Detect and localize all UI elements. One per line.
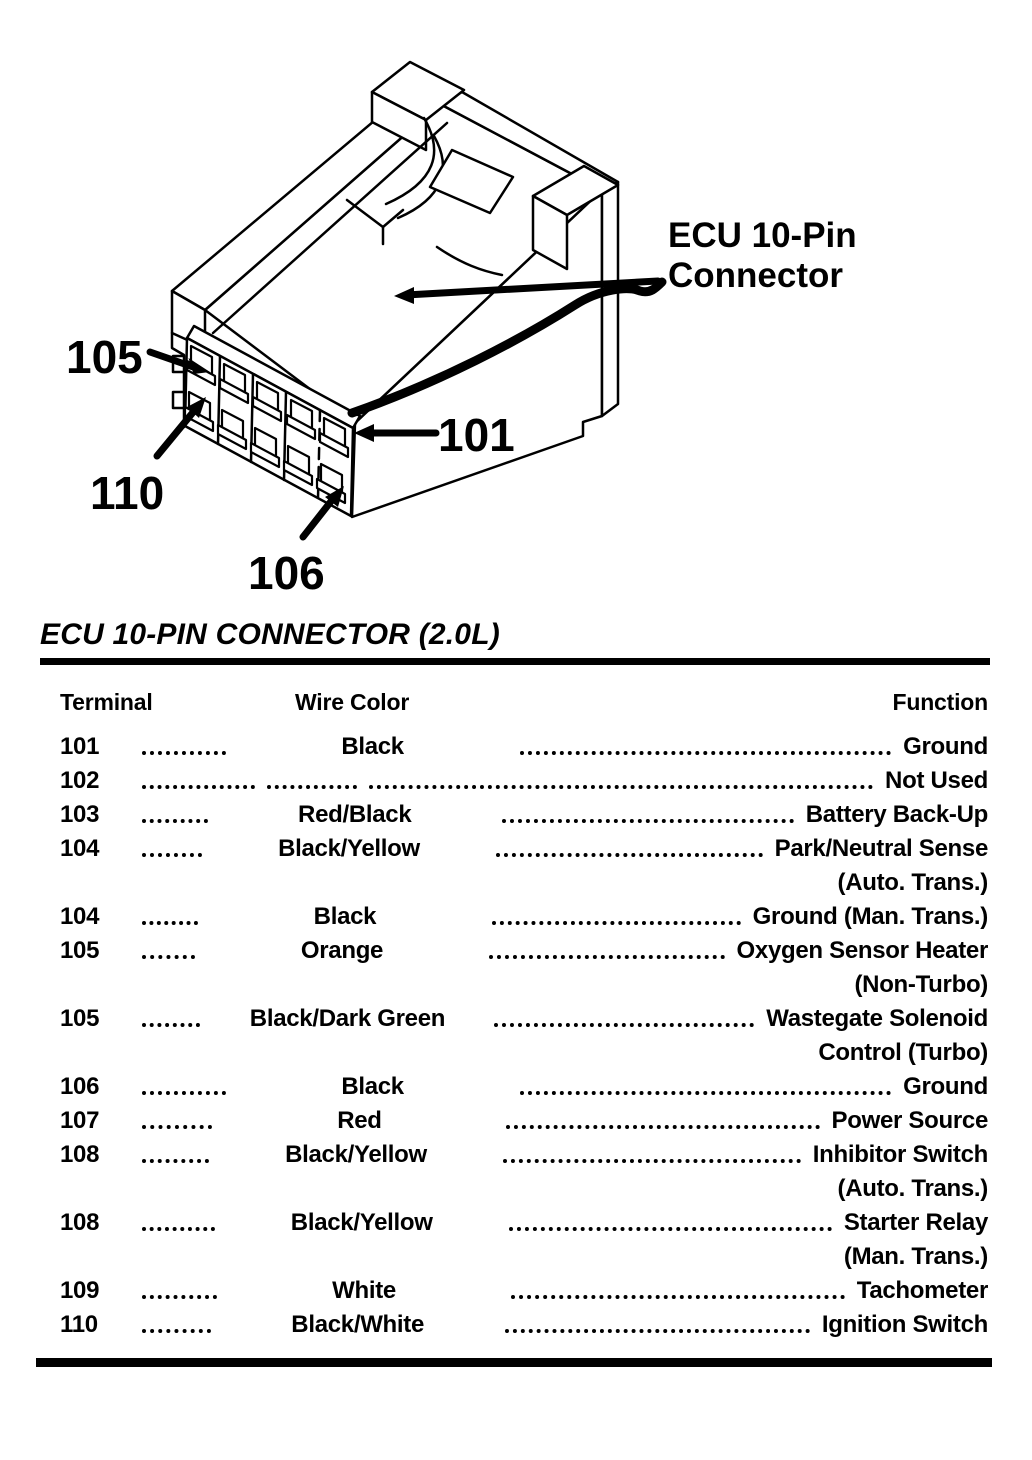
dotted-leader [496, 853, 763, 857]
terminal-cell: 108 [60, 1209, 100, 1236]
function-cell: Starter Relay [843, 1209, 988, 1236]
dotted-leader [503, 1159, 801, 1163]
dotted-leader [142, 1125, 212, 1129]
function-cell: Ignition Switch [821, 1311, 988, 1338]
wire-color-cell: Black/Yellow [278, 835, 420, 862]
dotted-leader [492, 921, 741, 925]
terminal-cell: 105 [60, 1005, 100, 1032]
function-cell: Ground [903, 1073, 988, 1100]
dotted-leader [142, 1091, 226, 1095]
function-cell: Ground (Man. Trans.) [752, 903, 988, 930]
connector-caption-line1: ECU 10-Pin [668, 216, 857, 255]
section-title: ECU 10-PIN CONNECTOR (2.0L) [40, 618, 500, 651]
terminal-cell: 106 [60, 1073, 100, 1100]
table-row [60, 1308, 988, 1342]
dotted-leader [520, 751, 892, 755]
table-row [60, 798, 988, 832]
header-terminal: Terminal [60, 689, 153, 715]
wire-color-cell: Black/White [291, 1311, 425, 1338]
terminal-cell: 104 [60, 903, 100, 930]
pinout-section [0, 618, 1032, 1367]
wire-color-cell: Black/Dark Green [249, 1005, 446, 1032]
bottom-rule [36, 1358, 992, 1367]
dotted-leader [494, 1023, 754, 1027]
dotted-leader [369, 785, 873, 789]
dotted-leader [509, 1227, 832, 1231]
dotted-leader [506, 1125, 819, 1129]
table-row [60, 934, 988, 968]
dotted-leader [511, 1295, 845, 1299]
dotted-leader [505, 1329, 810, 1333]
table-row-continuation [60, 1172, 988, 1206]
function-cell-line2: (Auto. Trans.) [837, 869, 988, 896]
function-cell: Wastegate Solenoid [766, 1005, 988, 1032]
table-row-continuation [60, 1240, 988, 1274]
dotted-leader [142, 1295, 217, 1299]
title-rule [40, 658, 990, 665]
wire-color-cell: Red [337, 1107, 382, 1134]
function-cell: Tachometer [856, 1277, 988, 1304]
function-cell: Inhibitor Switch [812, 1141, 988, 1168]
dotted-leader [142, 1159, 209, 1163]
terminal-cell: 109 [60, 1277, 100, 1304]
function-cell-line2: Control (Turbo) [818, 1039, 988, 1066]
dotted-leader [142, 1329, 211, 1333]
wire-color-cell: Red/Black [298, 801, 412, 828]
dotted-leader [142, 1023, 200, 1027]
dotted-leader [502, 819, 794, 823]
wire-color-cell: Black [341, 733, 404, 760]
table-row [60, 1104, 988, 1138]
table-row-continuation [60, 866, 988, 900]
pin-label-105: 105 [66, 331, 143, 383]
pin-label-110: 110 [90, 467, 165, 519]
table-row [60, 1002, 988, 1036]
wire-color-cell: Black [341, 1073, 404, 1100]
terminal-cell: 107 [60, 1107, 100, 1134]
dotted-leader [142, 1227, 215, 1231]
pin-label-106: 106 [248, 547, 325, 599]
pinout-table-body [60, 730, 988, 1342]
function-cell: Ground [903, 733, 988, 760]
table-row [60, 1206, 988, 1240]
connector-caption-line2: Connector [668, 256, 843, 295]
dotted-leader [142, 853, 202, 857]
wire-color-cell: Black [313, 903, 377, 930]
dotted-leader [142, 785, 255, 789]
table-header-row [60, 689, 988, 716]
wire-color-cell: Orange [300, 937, 384, 964]
table-row [60, 900, 988, 934]
function-cell-line2: (Auto. Trans.) [837, 1175, 988, 1202]
table-row [60, 1070, 988, 1104]
function-cell: Not Used [885, 767, 988, 794]
dotted-leader [142, 921, 198, 925]
terminal-cell: 108 [60, 1141, 100, 1168]
function-cell-line2: (Non-Turbo) [854, 971, 988, 998]
table-row [60, 1138, 988, 1172]
terminal-cell: 103 [60, 801, 100, 828]
function-cell: Park/Neutral Sense [774, 835, 988, 862]
function-cell: Battery Back-Up [805, 801, 988, 828]
terminal-cell: 101 [60, 733, 100, 760]
terminal-cell: 104 [60, 835, 100, 862]
terminal-cell: 105 [60, 937, 100, 964]
wire-color-cell: Black/Yellow [285, 1141, 427, 1168]
table-row [60, 1274, 988, 1308]
function-cell: Oxygen Sensor Heater [736, 937, 988, 964]
dotted-leader [489, 955, 725, 959]
header-wire-color: Wire Color [295, 689, 410, 715]
terminal-cell: 102 [60, 767, 100, 794]
table-row [60, 730, 988, 764]
function-cell-line2: (Man. Trans.) [843, 1243, 988, 1270]
ecu-connector-diagram [0, 0, 1032, 612]
dotted-leader [142, 751, 226, 755]
pin-label-101: 101 [438, 409, 515, 461]
header-function: Function [892, 689, 988, 715]
dotted-leader [142, 955, 195, 959]
wire-color-cell [267, 785, 357, 789]
dotted-leader [142, 819, 208, 823]
table-row [60, 764, 988, 798]
table-row-continuation [60, 1036, 988, 1070]
table-row [60, 832, 988, 866]
table-row-continuation [60, 968, 988, 1002]
wire-color-cell: Black/Yellow [290, 1209, 433, 1236]
terminal-cell: 110 [60, 1311, 98, 1338]
wire-color-cell: White [332, 1277, 396, 1304]
function-cell: Power Source [831, 1107, 988, 1134]
dotted-leader [520, 1091, 892, 1095]
